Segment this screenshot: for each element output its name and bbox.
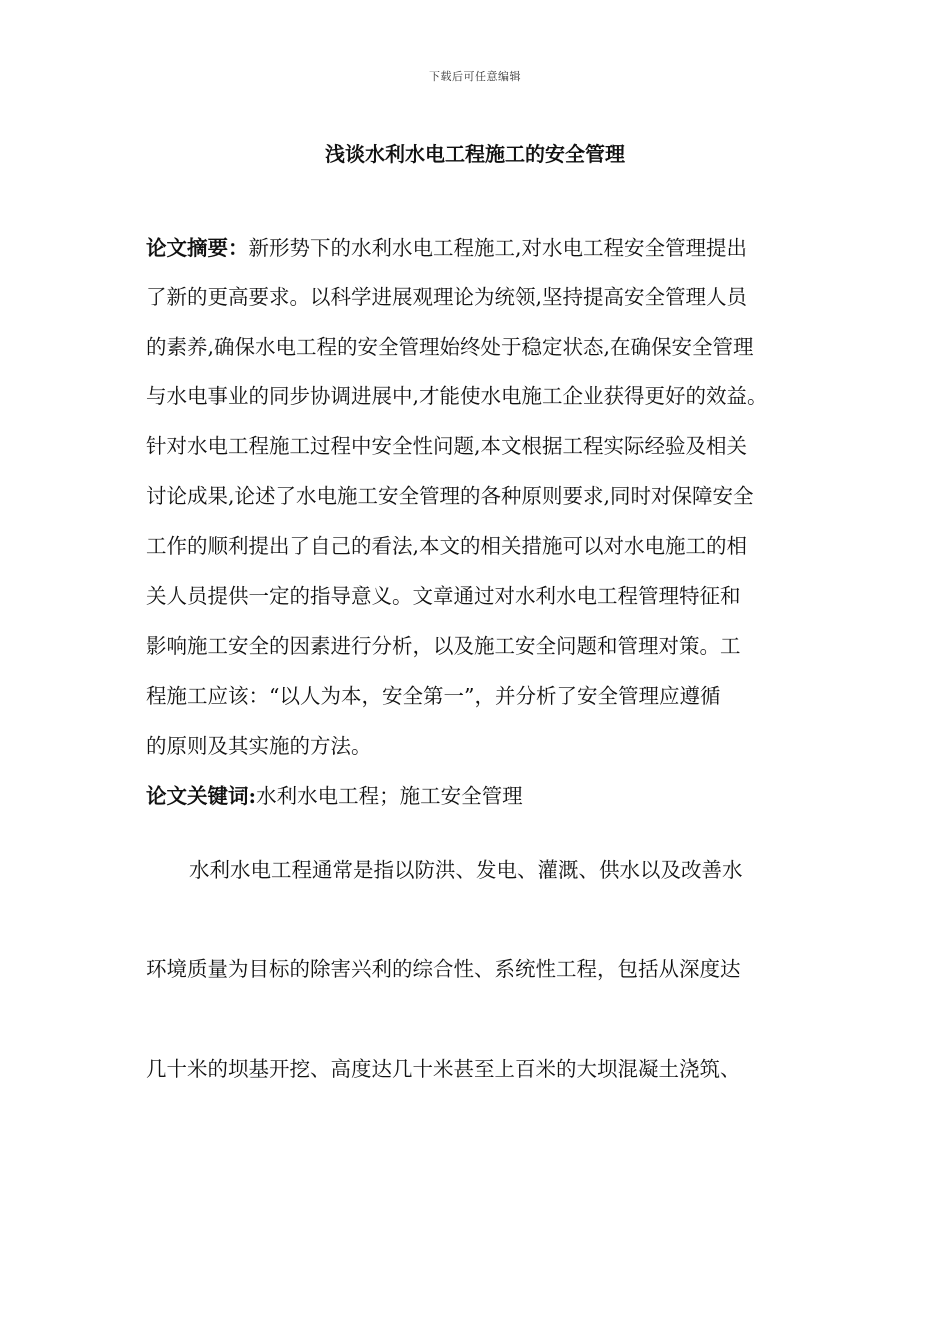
abstract-line-6: 讨论成果,论述了水电施工安全管理的各种原则要求,同时对保障安全 — [146, 484, 754, 508]
document-title: 浅谈水利水电工程施工的安全管理 — [325, 142, 625, 166]
page-header-note: 下载后可任意编辑 — [429, 70, 521, 83]
abstract-label: 论文摘要： — [146, 236, 249, 260]
abstract-line-3: 的素养,确保水电工程的安全管理始终处于稳定状态,在确保安全管理 — [146, 335, 754, 359]
abstract-line-10: 程施工应该：“以人为本，安全第一”，并分析了安全管理应遵循 — [146, 684, 721, 708]
abstract-text: 新形势下的水利水电工程施工,对水电工程安全管理提出 — [248, 236, 748, 260]
abstract-line-11: 的原则及其实施的方法。 — [146, 734, 372, 758]
abstract-line-8: 关人员提供一定的指导意义。文章通过对水利水电工程管理特征和 — [146, 584, 741, 608]
abstract-line-4: 与水电事业的同步协调进展中,才能使水电施工企业获得更好的效益。 — [146, 384, 768, 408]
abstract-line-5: 针对水电工程施工过程中安全性问题,本文根据工程实际经验及相关 — [146, 434, 748, 458]
keywords-value: 水利水电工程；施工安全管理 — [256, 784, 523, 808]
body-line-1: 水利水电工程通常是指以防洪、发电、灌溉、供水以及改善水 — [189, 858, 743, 882]
body-line-3: 几十米的坝基开挖、高度达几十米甚至上百米的大坝混凝土浇筑、 — [146, 1057, 741, 1081]
abstract-line-2: 了新的更高要求。以科学进展观理论为统领,坚持提高安全管理人员 — [146, 285, 748, 309]
body-line-2: 环境质量为目标的除害兴利的综合性、系统性工程，包括从深度达 — [146, 957, 741, 981]
keywords-label: 论文关键词: — [146, 784, 257, 808]
abstract-line-9: 影响施工安全的因素进行分析，以及施工安全问题和管理对策。工 — [146, 634, 741, 658]
abstract-line-7: 工作的顺利提出了自己的看法,本文的相关措施可以对水电施工的相 — [146, 534, 748, 558]
keywords-line — [146, 786, 523, 807]
abstract-line-1 — [146, 238, 747, 259]
